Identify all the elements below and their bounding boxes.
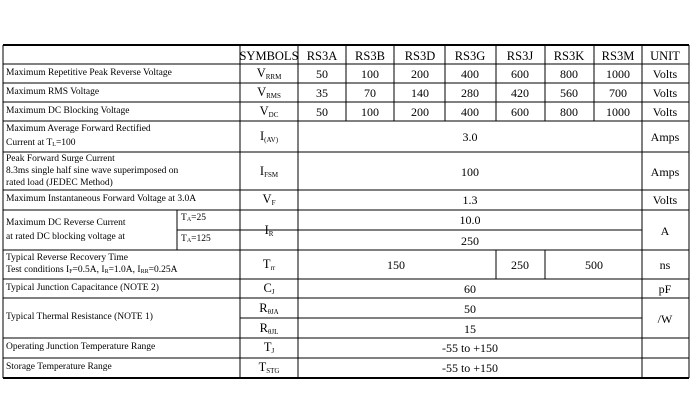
param-vf: Maximum Instantaneous Forward Voltage at 3.0A: [6, 194, 197, 204]
vrrm-value-6: 800: [560, 67, 578, 81]
symbol-tj: $T_J$: [263, 340, 275, 355]
header-type-6: RS3K: [553, 49, 585, 63]
param-ir-line-2: at rated DC blocking voltage at: [6, 232, 125, 242]
vrrm-unit: Volts: [652, 67, 678, 81]
param-vdc: Maximum DC Blocking Voltage: [6, 106, 130, 116]
ir-value-125: 250: [461, 234, 479, 248]
cj-value: 60: [464, 282, 476, 296]
vf-value: 1.3: [462, 193, 478, 207]
trr-value-rs3j: 250: [511, 258, 529, 272]
iav-unit: Amps: [650, 130, 680, 144]
rthjl-value: 15: [464, 322, 476, 336]
symbol-ifsm: $I_{FSM}$: [259, 164, 279, 179]
header-type-4: RS3G: [454, 49, 486, 63]
vdc-value-6: 800: [560, 105, 578, 119]
vrms-value-4: 280: [461, 86, 479, 100]
param-ifsm-line-2: 8.3ms single half sine wave superimposed on: [6, 166, 179, 176]
header-type-5: RS3J: [506, 49, 534, 63]
header-unit: UNIT: [650, 49, 680, 63]
header-type-7: RS3M: [601, 49, 635, 63]
vrms-value-3: 140: [411, 86, 429, 100]
param-trr-line-2: Test conditions $I_F=0.5A$, $I_R=1.0A$, $I_{RR}=0.25A$: [6, 265, 178, 275]
vrms-value-7: 700: [609, 86, 627, 100]
symbol-trr: $T_{rr}$: [262, 257, 276, 272]
vrms-value-1: 35: [316, 86, 328, 100]
vrrm-value-3: 200: [411, 67, 429, 81]
tj-value: -55 to +150: [441, 341, 499, 355]
param-ir-line-1: Maximum DC Reverse Current: [6, 218, 126, 228]
symbol-vrms: $V_{RMS}$: [257, 85, 281, 100]
trr-value-rs3a-rs3g: 150: [387, 258, 405, 272]
trr-unit: ns: [659, 258, 671, 272]
vrms-unit: Volts: [652, 86, 678, 100]
param-tj: Operating Junction Temperature Range: [6, 342, 156, 352]
thermal-resistance-unit: /W: [657, 312, 673, 326]
header-symbols: SYMBOLS: [239, 49, 299, 63]
param-trr-line-1: Typical Reverse Recovery Time: [6, 253, 129, 263]
param-iav-line-1: Maximum Average Forward Rectified: [6, 124, 151, 134]
header-type-3: RS3D: [404, 49, 436, 63]
param-vrms: Maximum RMS Voltage: [6, 87, 100, 97]
vf-unit: Volts: [652, 193, 678, 207]
vdc-value-1: 50: [316, 105, 328, 119]
symbol-iav: $I_{(AV)}$: [259, 129, 279, 144]
ifsm-value: 100: [461, 165, 479, 179]
cj-unit: pF: [658, 282, 672, 296]
symbol-ir: $I_R$: [264, 223, 274, 238]
vrrm-value-1: 50: [316, 67, 328, 81]
vrms-value-2: 70: [364, 86, 376, 100]
param-cj: Typical Junction Capacitance (NOTE 2): [6, 283, 159, 293]
param-thermal-resistance: Typical Thermal Resistance (NOTE 1): [6, 312, 153, 322]
vrrm-value-7: 1000: [606, 67, 630, 81]
vdc-value-4: 400: [461, 105, 479, 119]
ir-value-25: 10.0: [459, 213, 481, 227]
symbol-vf: $V_F$: [262, 192, 276, 207]
symbol-rthja: $R_{\theta JA}$: [259, 301, 279, 316]
trr-value-rs3k-rs3m: 500: [585, 258, 603, 272]
header-type-1: RS3A: [306, 49, 338, 63]
ir-condition-25: $T_A=25$: [181, 213, 207, 223]
vdc-value-3: 200: [411, 105, 429, 119]
symbol-tstg: $T_{STG}$: [258, 360, 280, 375]
vrms-value-5: 420: [511, 86, 529, 100]
rthja-value: 50: [464, 302, 476, 316]
ir-condition-125: $T_A=125$: [181, 234, 211, 244]
symbol-vrrm: $V_{RRM}$: [256, 66, 282, 81]
vdc-unit: Volts: [652, 105, 678, 119]
param-ifsm-line-3: rated load (JEDEC Method): [6, 178, 113, 188]
vrrm-value-4: 400: [461, 67, 479, 81]
param-tstg: Storage Temperature Range: [6, 362, 112, 372]
tstg-value: -55 to +150: [441, 361, 499, 375]
vrrm-value-2: 100: [361, 67, 379, 81]
param-vrrm: Maximum Repetitive Peak Reverse Voltage: [6, 68, 172, 78]
vdc-value-2: 100: [361, 105, 379, 119]
ir-unit: A: [660, 224, 670, 238]
vdc-value-7: 1000: [606, 105, 630, 119]
vdc-value-5: 600: [511, 105, 529, 119]
symbol-vdc: $V_{DC}$: [259, 104, 279, 119]
symbol-rthjl: $R_{\theta JL}$: [259, 321, 279, 336]
vrms-value-6: 560: [560, 86, 578, 100]
param-iav-line-2: Current at $T_L=100$: [6, 138, 76, 148]
symbol-cj: $C_J$: [263, 281, 275, 296]
ifsm-unit: Amps: [650, 165, 680, 179]
header-type-2: RS3B: [355, 49, 385, 63]
vrrm-value-5: 600: [511, 67, 529, 81]
iav-value: 3.0: [462, 130, 478, 144]
param-ifsm-line-1: Peak Forward Surge Current: [6, 154, 115, 164]
